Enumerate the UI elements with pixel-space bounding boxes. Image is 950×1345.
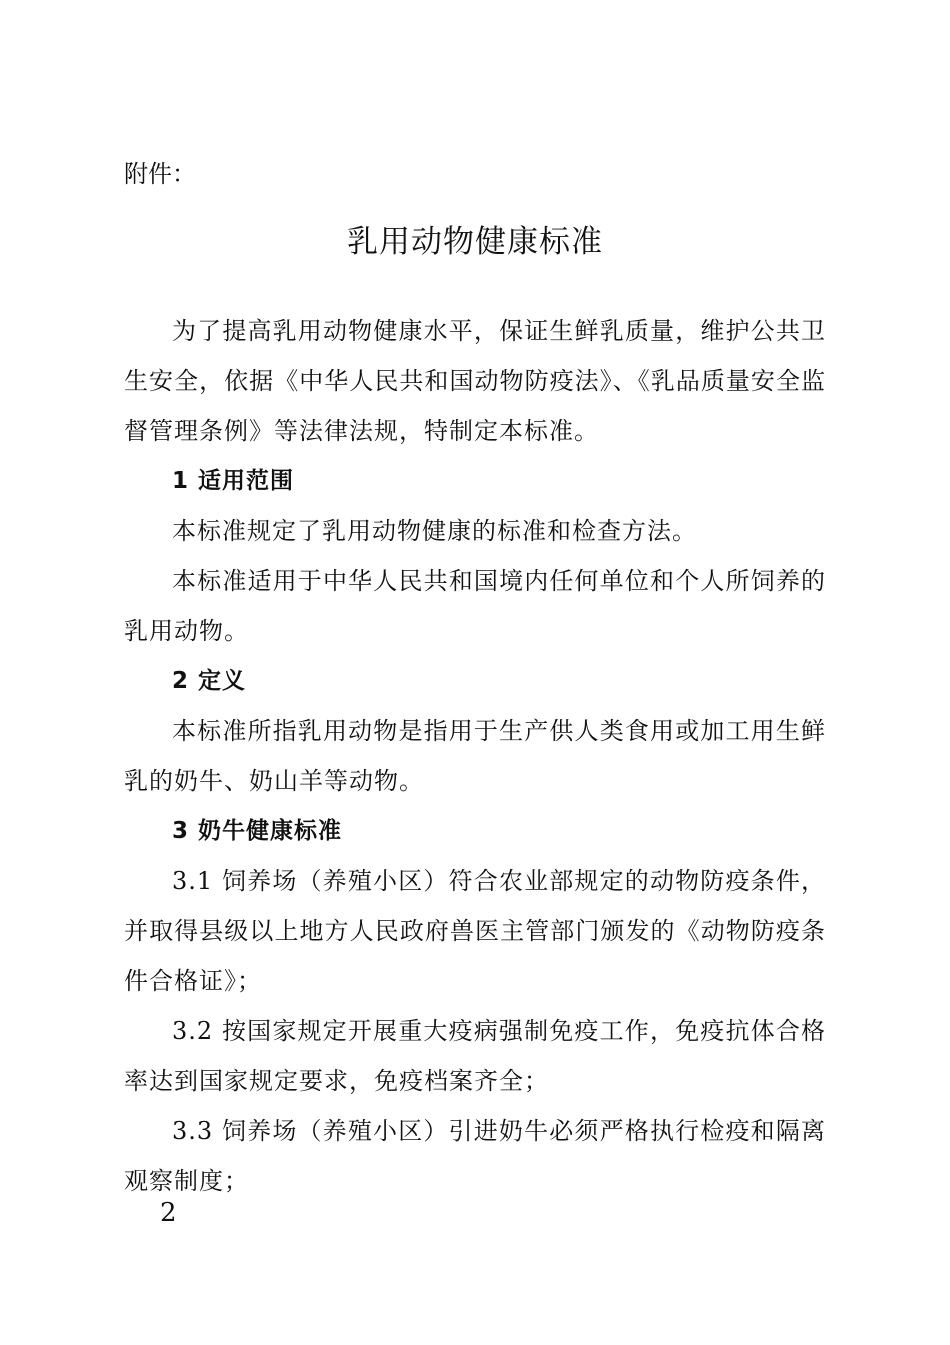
document-title: 乳用动物健康标准: [347, 224, 603, 260]
page-number: 2: [160, 1198, 177, 1228]
clause-3-2: 3.2 按国家规定开展重大疫病强制免疫工作，免疫抗体合格率达到国家规定要求，免疫档案齐全；: [124, 1017, 826, 1095]
attachment-label: 附件：: [124, 160, 196, 188]
clause-3-3: 3.3 饲养场（养殖小区）引进奶牛必须严格执行检疫和隔离观察制度；: [124, 1117, 826, 1195]
section-heading-definition: 2 定义: [172, 668, 247, 694]
clause-3-1: 3.1 饲养场（养殖小区）符合农业部规定的动物防疫条件，并取得县级以上地方人民政府兽医主管部门颁发的《动物防疫条件合格证》；: [124, 867, 826, 995]
section-heading-scope: 1 适用范围: [172, 468, 295, 494]
section-heading-cow-standard: 3 奶牛健康标准: [172, 818, 343, 844]
definition-paragraph: 本标准所指乳用动物是指用于生产供人类食用或加工用生鲜乳的奶牛、奶山羊等动物。: [124, 717, 826, 795]
scope-paragraph-2: 本标准适用于中华人民共和国境内任何单位和个人所饲养的乳用动物。: [124, 567, 826, 645]
scope-paragraph-1: 本标准规定了乳用动物健康的标准和检查方法。: [172, 517, 697, 545]
intro-paragraph: 为了提高乳用动物健康水平，保证生鲜乳质量，维护公共卫生安全，依据《中华人民共和国动物防疫法》、《乳品质量安全监督管理条例》等法律法规，特制定本标准。: [124, 317, 826, 445]
document-body: [124, 306, 826, 1206]
